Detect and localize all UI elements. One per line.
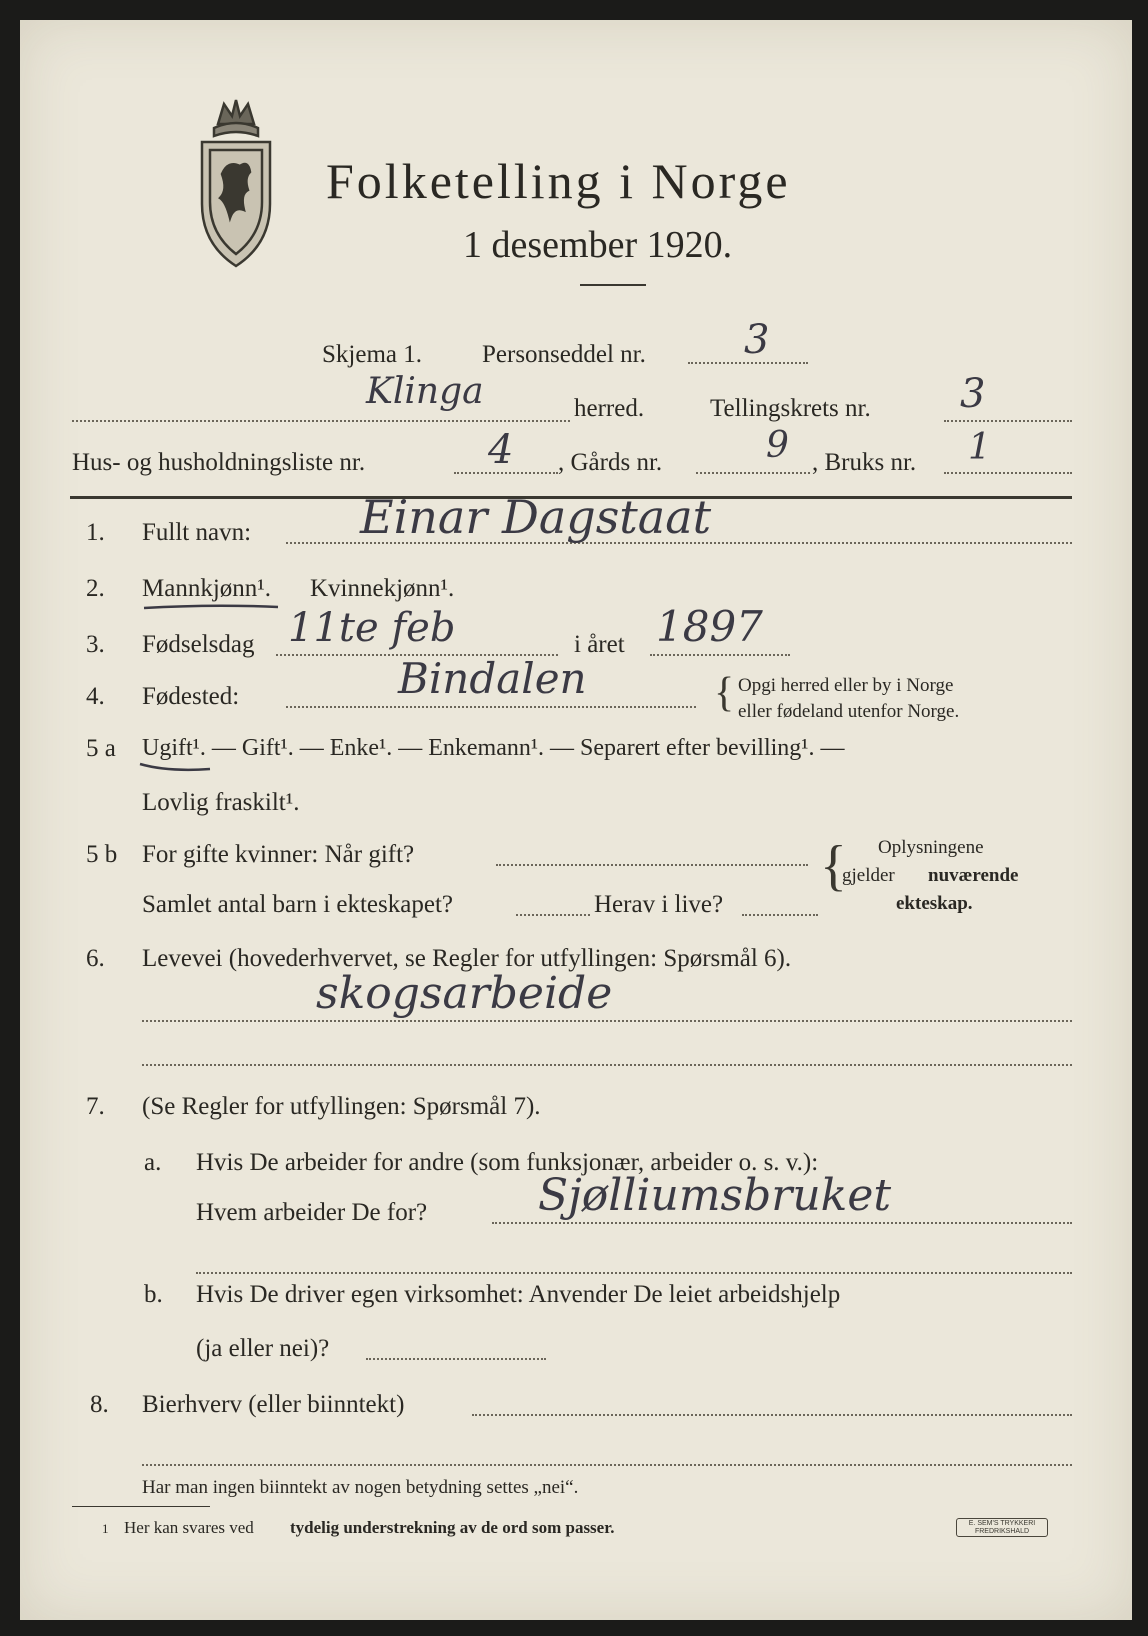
hired-help-field[interactable] [366, 1358, 546, 1360]
personseddel-label: Personseddel nr. [482, 341, 646, 368]
male-underline-mark [142, 602, 282, 614]
q6-number: 6. [86, 945, 105, 972]
q7b-label-cont: (ja eller nei)? [196, 1335, 330, 1362]
occupation-value: skogsarbeide [316, 968, 613, 1019]
printer-name: E. SEM'S TRYKKERI [968, 1520, 1036, 1527]
q5b-note-line2: gjelder [842, 865, 895, 886]
herred-field[interactable] [72, 420, 570, 422]
tellingskrets-label: Tellingskrets nr. [710, 395, 871, 422]
hus-value: 4 [488, 427, 514, 473]
q7-number: 7. [86, 1093, 105, 1120]
footnote-text-a: Her kan svares ved [124, 1518, 254, 1537]
q5b-number: 5 b [86, 841, 118, 868]
q7a-letter: a. [144, 1149, 162, 1176]
children-count-field[interactable] [516, 914, 590, 916]
occupation-field-line1[interactable] [142, 1020, 1072, 1022]
no-income-note: Har man ingen biinntekt av nogen betydning settes „nei“. [142, 1477, 579, 1498]
q3-label: Fødselsdag [142, 631, 255, 658]
tellingskrets-field[interactable] [944, 420, 1072, 422]
personseddel-value: 3 [744, 317, 770, 363]
q5a-number: 5 a [86, 735, 116, 762]
married-date-field[interactable] [496, 864, 808, 866]
q7-label: (Se Regler for utfyllingen: Spørsmål 7). [142, 1093, 541, 1120]
q4-label: Fødested: [142, 683, 240, 710]
q7a-who-label: Hvem arbeider De for? [196, 1199, 428, 1226]
marital-status-options-cont[interactable]: Lovlig fraskilt¹. [142, 789, 300, 816]
q3-number: 3. [86, 631, 105, 658]
q4-note-line2: eller fødeland utenfor Norge. [738, 701, 960, 722]
title-divider [580, 284, 646, 286]
bruks-label: , Bruks nr. [812, 449, 917, 476]
q4-note-line1: Opgi herred eller by i Norge [738, 675, 954, 696]
q5b-note-line2-bold: nuværende [928, 865, 1019, 886]
footnote-divider [72, 1506, 210, 1507]
gards-label: , Gårds nr. [558, 449, 663, 476]
occupation-field-line2[interactable] [142, 1064, 1072, 1066]
employer-field-line2[interactable] [196, 1272, 1072, 1274]
tellingskrets-value: 3 [960, 371, 986, 417]
herred-label: herred. [574, 395, 645, 422]
q8-label: Bierhverv (eller biinntekt) [142, 1391, 405, 1418]
birthplace-field[interactable] [286, 706, 696, 708]
printer-city: FREDRIKSHALD [974, 1527, 1030, 1535]
q2-number: 2. [86, 575, 105, 602]
unmarried-underline-mark [138, 760, 214, 774]
q7a-label: Hvis De arbeider for andre (som funksjonær, arbeider o. s. v.): [196, 1149, 819, 1176]
q6-label: Levevei (hovederhvervet, se Regler for utfyllingen: Spørsmål 6). [142, 945, 792, 972]
q5b-alive-label: Herav i live? [594, 891, 724, 918]
sex-option-female[interactable]: Kvinnekjønn¹. [310, 575, 455, 602]
sex-option-male[interactable]: Mannkjønn¹. [142, 575, 272, 602]
birth-year-value: 1897 [656, 602, 763, 651]
census-form-page [20, 20, 1132, 1620]
q5b-brace: { [820, 835, 847, 897]
full-name-value: Einar Dagstaat [360, 490, 712, 544]
q5b-note-line1: Oplysningene [878, 837, 984, 858]
q1-number: 1. [86, 519, 105, 546]
bruks-value: 1 [968, 427, 991, 468]
marital-status-options[interactable]: Ugift¹. — Gift¹. — Enke¹. — Enkemann¹. — Separert efter bevilling¹. — [142, 735, 845, 761]
children-alive-field[interactable] [742, 914, 818, 916]
q7b-letter: b. [144, 1281, 163, 1308]
employer-field-line1[interactable] [492, 1222, 1072, 1224]
gards-value: 9 [766, 425, 789, 466]
employer-value: Sjølliumsbruket [538, 1170, 892, 1221]
footnote-text-b: tydelig understrekning av de ord som passer. [290, 1518, 615, 1537]
q3-year-label: i året [574, 631, 625, 658]
q1-label: Fullt navn: [142, 519, 252, 546]
q7b-label: Hvis De driver egen virksomhet: Anvender De leiet arbeidshjelp [196, 1281, 841, 1308]
bruks-field[interactable] [944, 472, 1072, 474]
gards-field[interactable] [696, 472, 810, 474]
hus-label: Hus- og husholdningsliste nr. [72, 449, 366, 476]
q5b-label: For gifte kvinner: Når gift? [142, 841, 415, 868]
q5b-note-line3: ekteskap. [896, 893, 973, 914]
printer-stamp [956, 1518, 1048, 1537]
skjema-label: Skjema 1. [322, 341, 422, 368]
q4-number: 4. [86, 683, 105, 710]
birthplace-value: Bindalen [398, 654, 587, 703]
q5b-children-label: Samlet antal barn i ekteskapet? [142, 891, 453, 918]
herred-value: Klinga [366, 371, 484, 412]
census-date: 1 desember 1920. [463, 224, 733, 266]
q8-number: 8. [90, 1391, 109, 1418]
footnote-number: 1 [102, 1521, 109, 1536]
birthday-value: 11te feb [288, 605, 456, 651]
side-income-field-line1[interactable] [472, 1414, 1072, 1416]
coat-of-arms-icon [188, 94, 284, 274]
side-income-field-line2[interactable] [142, 1464, 1072, 1466]
q4-brace: { [714, 670, 735, 716]
form-title: Folketelling i Norge [326, 153, 791, 209]
birth-year-field[interactable] [650, 654, 790, 656]
